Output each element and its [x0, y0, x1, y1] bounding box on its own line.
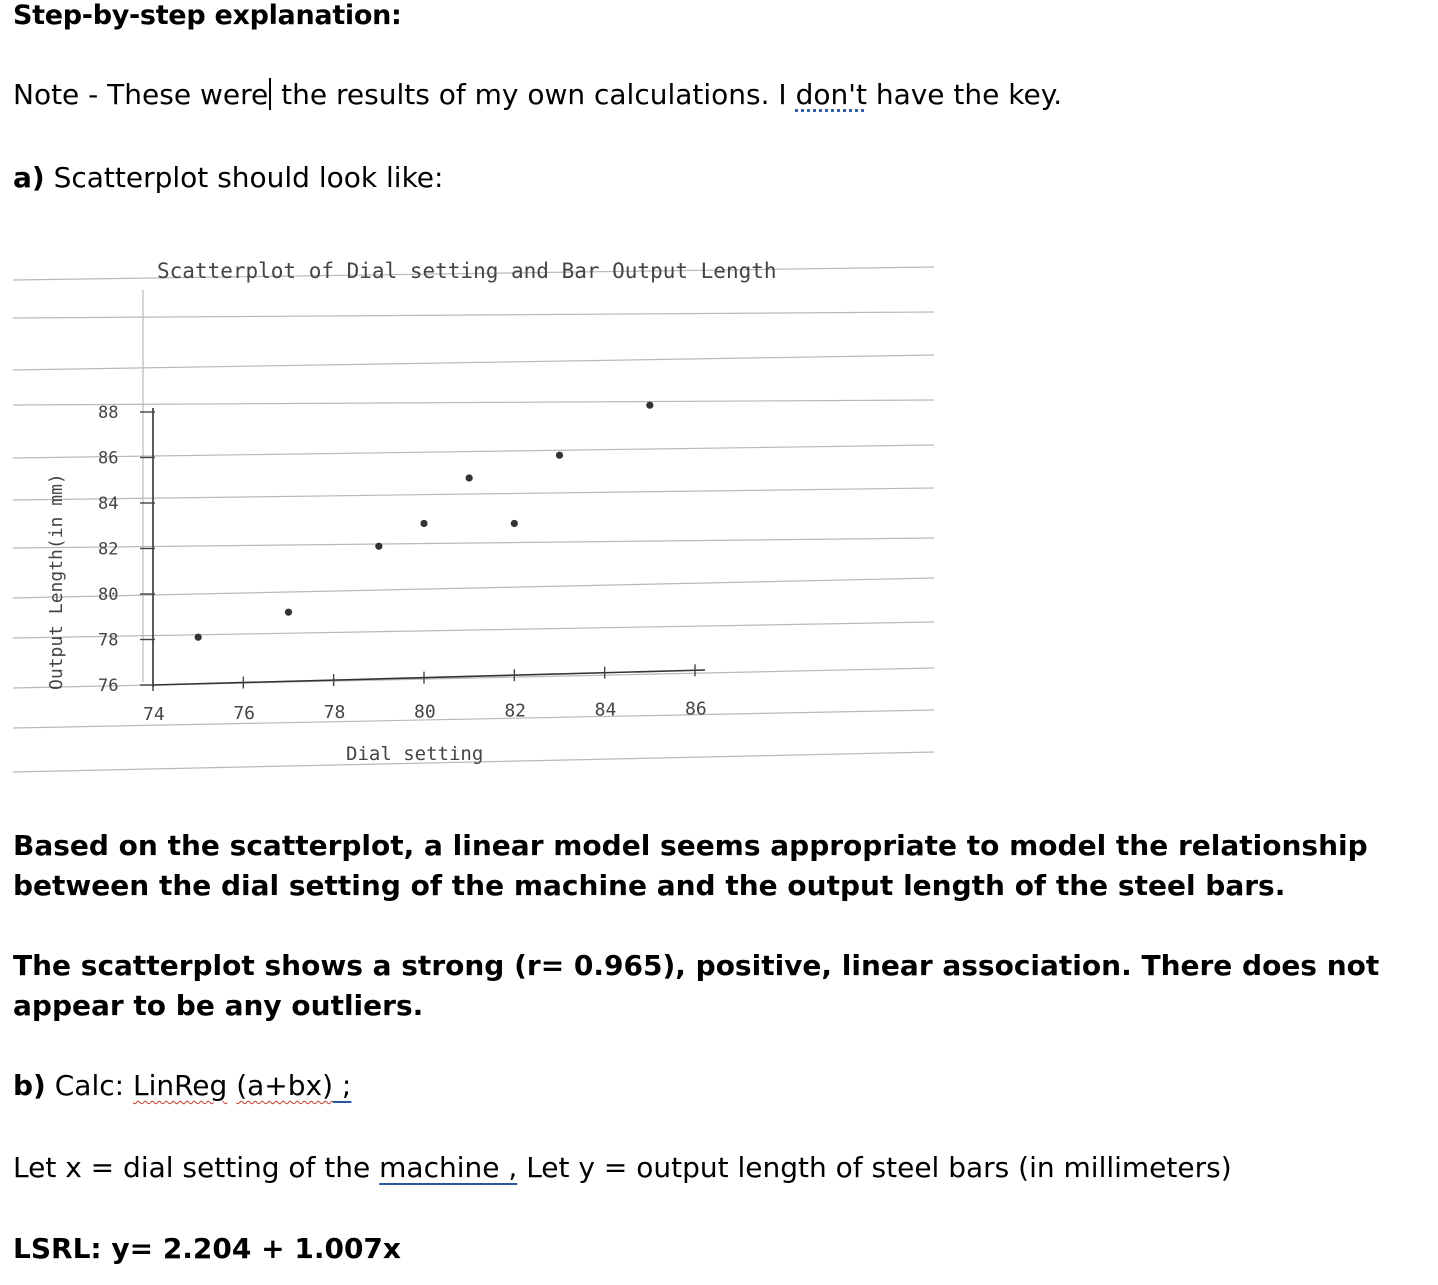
machine-word: machine , [379, 1151, 518, 1184]
let-y-text: Let y = output length of steel bars (in millimeters) [517, 1151, 1232, 1184]
data-point [195, 634, 202, 641]
y-tick-label: 82 [98, 539, 119, 560]
linear-model-paragraph: Based on the scatterplot, a linear model seems appropriate to model the relationship between the dial setting of the machine and the output length of the steel bars. [13, 829, 1368, 902]
data-point [556, 452, 563, 459]
x-tick-label: 86 [685, 698, 707, 720]
data-point [420, 520, 427, 527]
let-x-text: Let x = dial setting of the [13, 1151, 380, 1184]
y-tick-label: 86 [98, 448, 119, 469]
linreg-tail: ; [333, 1069, 352, 1102]
y-tick-label: 88 [98, 403, 119, 423]
x-tick-label: 84 [594, 699, 617, 721]
lsrl-equation: LSRL: y= 2.204 + 1.007x [13, 1232, 401, 1265]
part-b-label: b) [13, 1069, 46, 1102]
y-tick-label: 80 [98, 585, 119, 605]
page-heading: Step-by-step explanation: [13, 0, 402, 31]
linreg-word: LinReg [132, 1069, 228, 1102]
linreg-space [227, 1069, 236, 1102]
data-point [511, 520, 518, 527]
variables-line [13, 1151, 1232, 1184]
notebook-ruled-lines [13, 267, 934, 772]
note-text-middle: the results of my own calculations. I [272, 78, 796, 111]
part-a-label: a) [13, 161, 45, 194]
y-axis-label: Output Length(in mm) [46, 473, 67, 690]
note-dont-word: don't [795, 78, 867, 111]
data-point [466, 474, 473, 481]
y-tick-label: 76 [98, 676, 119, 696]
x-tick-label: 80 [414, 701, 436, 723]
text-cursor [269, 78, 271, 110]
note-line [13, 78, 1062, 111]
chart-title: Scatterplot of Dial setting and Bar Output Length [157, 259, 777, 283]
x-axis-line [153, 670, 705, 685]
data-point [646, 402, 653, 409]
y-tick-label: 84 [98, 494, 119, 514]
calc-text: Calc: [45, 1069, 133, 1102]
association-paragraph: The scatterplot shows a strong (r= 0.965), positive, linear association. There does not appear to be any outliers. [13, 949, 1380, 1022]
x-tick-label: 76 [233, 703, 256, 725]
part-b-line [13, 1069, 351, 1102]
x-tick-label: 82 [504, 700, 527, 722]
linreg-formula: (a+bx) [236, 1069, 334, 1102]
x-axis-label: Dial setting [346, 743, 484, 765]
x-tick-label: 74 [143, 704, 165, 725]
part-a-text: Scatterplot should look like: [44, 161, 444, 194]
note-text-end: have the key. [866, 78, 1063, 111]
data-point [285, 609, 292, 616]
part-a-line [13, 161, 443, 194]
y-tick-label: 78 [98, 630, 119, 651]
x-tick-label: 78 [323, 702, 346, 724]
scatterplot-figure [0, 220, 940, 780]
note-text-start: Note - These were [13, 78, 269, 111]
data-point [375, 543, 382, 550]
